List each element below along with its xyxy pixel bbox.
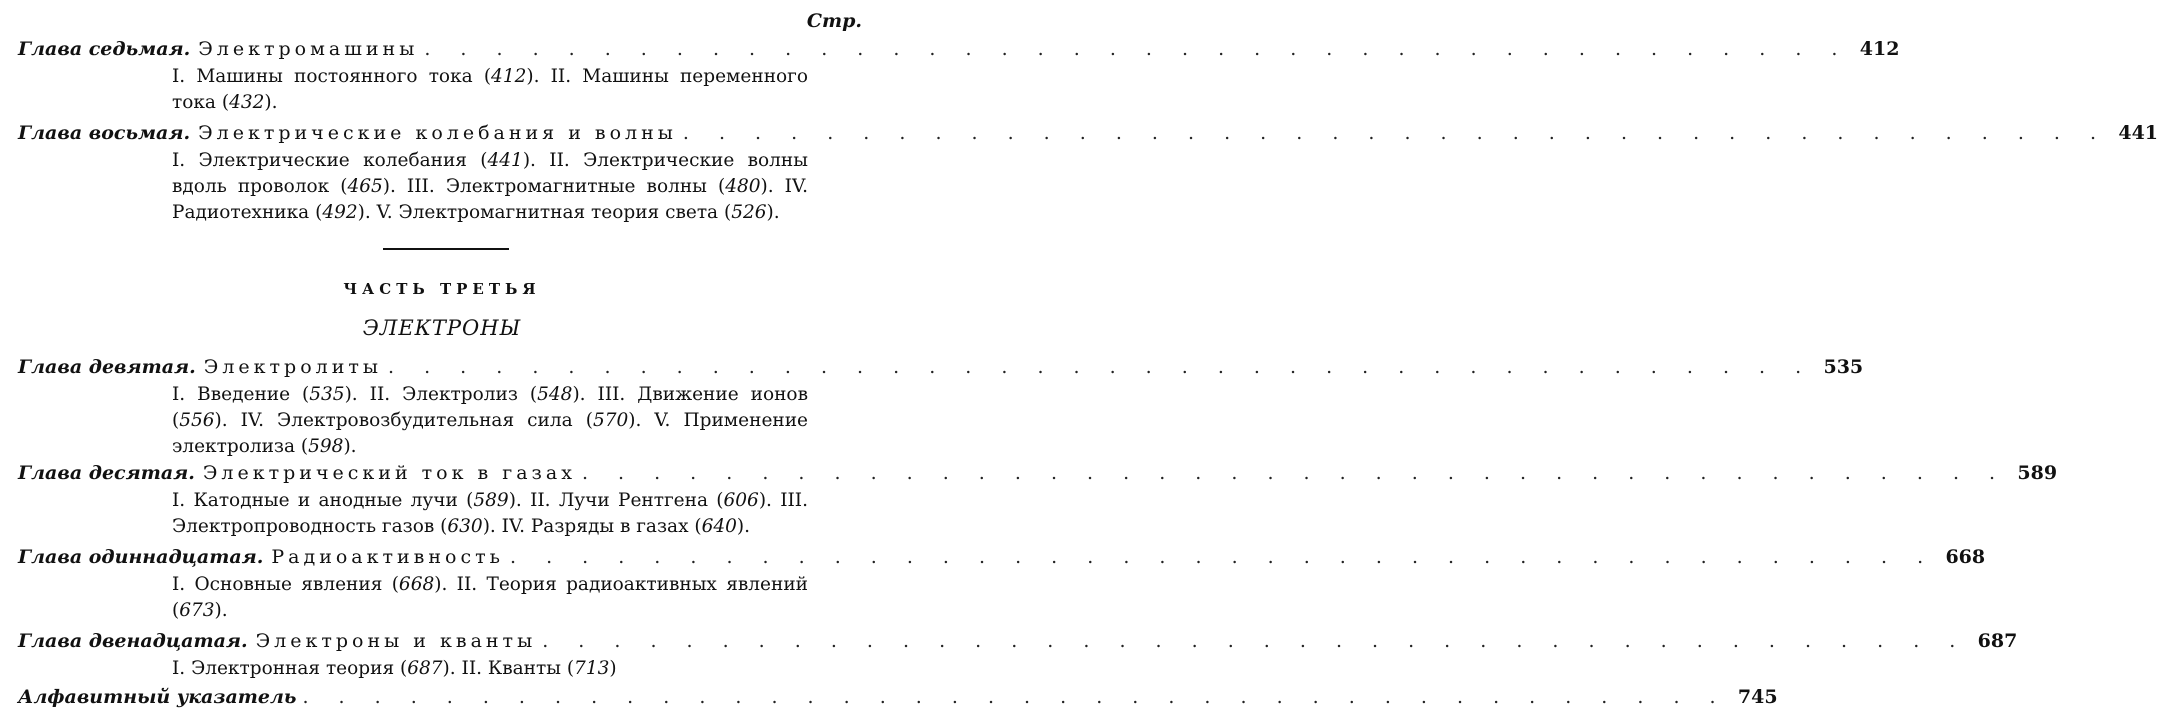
dot-leader: . . . . . . . . . . . . . . . . . . . . . . . . . . . . . . . . . . . . . . . . <box>509 546 1936 568</box>
page-column-label: Стр. <box>806 10 862 32</box>
section-text: ). <box>214 600 228 621</box>
section-divider <box>383 248 509 250</box>
dot-leader: . . . . . . . . . . . . . . . . . . . . . . . . . . . . . . . . . . . . . . . . <box>542 630 1968 652</box>
chapter-sections <box>172 656 808 682</box>
chapter-title: Электролиты <box>203 356 383 378</box>
chapter-number: Глава восьмая. <box>18 122 191 144</box>
section-page-ref: 570 <box>592 410 629 431</box>
dot-leader: . . . . . . . . . . . . . . . . . . . . . . . . . . . . . . . . . . . . . . . . <box>302 686 1728 708</box>
chapter-title: Радиоактивность <box>271 546 504 568</box>
section-page-ref: 548 <box>537 384 573 405</box>
section-page-ref: 556 <box>179 410 215 431</box>
section-text: ). II. Теория радиоактивных явлений ( <box>172 574 808 621</box>
section-text: ). III. Электропроводность газов ( <box>172 490 809 537</box>
section-page-ref: 668 <box>398 574 435 595</box>
chapter-sections <box>172 148 808 226</box>
section-text: ). <box>736 516 751 537</box>
toc-entry-chapter-11 <box>18 546 1986 568</box>
dot-leader: . . . . . . . . . . . . . . . . . . . . . . . . . . . . . . . . . . . . . . . . <box>581 462 2008 484</box>
section-text: I. Основные явления ( <box>172 574 399 595</box>
dot-leader: . . . . . . . . . . . . . . . . . . . . . . . . . . . . . . . . . . . . . . . . <box>388 356 1814 378</box>
chapter-sections <box>172 382 808 460</box>
section-page-ref: 673 <box>179 600 215 621</box>
section-text: I. Введение ( <box>172 384 310 405</box>
page-number: 589 <box>2017 462 2058 484</box>
toc-entry-chapter-7 <box>18 38 1900 60</box>
section-text: ). II. Лучи Рентгена ( <box>508 490 724 511</box>
part-label: ЧАСТЬ ТРЕТЬЯ <box>343 280 541 298</box>
toc-entry-chapter-8 <box>18 122 2158 144</box>
chapter-sections <box>172 572 808 624</box>
section-page-ref: 630 <box>447 516 483 537</box>
section-text: ). <box>343 436 357 457</box>
section-page-ref: 432 <box>229 92 265 113</box>
toc-entry-chapter-10 <box>18 462 2058 484</box>
section-page-ref: 480 <box>725 176 761 197</box>
toc-entry-chapter-9 <box>18 356 1864 378</box>
chapter-title: Электрические колебания и волны <box>198 122 677 144</box>
section-text: ). IV. Разряды в газах ( <box>482 516 702 537</box>
section-page-ref: 465 <box>347 176 383 197</box>
dot-leader: . . . . . . . . . . . . . . . . . . . . . . . . . . . . . . . . . . . . . . . . <box>682 122 2109 144</box>
page-number: 535 <box>1823 356 1864 378</box>
toc-entry-index <box>18 686 1778 708</box>
section-text: ) <box>609 658 617 679</box>
section-text: ). <box>264 92 278 113</box>
section-page-ref: 606 <box>723 490 759 511</box>
section-text: ). V. Электромагнитная теория света ( <box>357 202 732 223</box>
chapter-title: Электроны и кванты <box>255 630 537 652</box>
page-number: 412 <box>1859 38 1900 60</box>
part-title: ЭЛЕКТРОНЫ <box>362 316 522 340</box>
section-text: ). II. Электролиз ( <box>344 384 538 405</box>
chapter-number: Глава седьмая. <box>18 38 191 60</box>
chapter-number: Глава одиннадцатая. <box>18 546 264 568</box>
section-text: I. Электронная теория ( <box>172 658 408 679</box>
page-number: 668 <box>1945 546 1986 568</box>
section-text: I. Машины постоянного тока ( <box>172 66 492 87</box>
chapter-number: Глава двенадцатая. <box>18 630 248 652</box>
section-text: ). <box>766 202 780 223</box>
dot-leader: . . . . . . . . . . . . . . . . . . . . . . . . . . . . . . . . . . . . . . . . <box>424 38 1850 60</box>
section-text: ). IV. Электровозбудительная сила ( <box>214 410 593 431</box>
section-page-ref: 441 <box>487 150 523 171</box>
section-page-ref: 589 <box>473 490 509 511</box>
chapter-number: Глава девятая. <box>18 356 196 378</box>
chapter-title: Электромашины <box>198 38 419 60</box>
section-page-ref: 535 <box>309 384 345 405</box>
section-page-ref: 640 <box>701 516 737 537</box>
chapter-title: Электрический ток в газах <box>202 462 576 484</box>
section-page-ref: 526 <box>731 202 767 223</box>
section-text: ). II. Электрические волны вдоль проволок ( <box>172 150 808 197</box>
chapter-sections <box>172 64 808 116</box>
section-text: ). V. Применение электролиза ( <box>172 410 809 457</box>
chapter-number: Глава десятая. <box>18 462 195 484</box>
section-text: I. Электрические колебания ( <box>172 150 488 171</box>
section-text: ). III. Электромагнитные волны ( <box>382 176 726 197</box>
section-text: ). II. Кванты ( <box>442 658 575 679</box>
chapter-sections <box>172 488 808 540</box>
page-number: 441 <box>2118 122 2158 144</box>
section-page-ref: 713 <box>574 658 610 679</box>
section-text: ). III. Движение ионов ( <box>172 384 808 431</box>
section-page-ref: 598 <box>308 436 344 457</box>
section-page-ref: 687 <box>407 658 443 679</box>
page-number: 745 <box>1737 686 1778 708</box>
section-text: ). IV. Радиотехника ( <box>172 176 808 223</box>
page-number: 687 <box>1977 630 2018 652</box>
section-text: I. Катодные и анодные лучи ( <box>172 490 474 511</box>
section-text: ). II. Машины переменного тока ( <box>172 66 808 113</box>
index-label: Алфавитный указатель <box>18 686 297 708</box>
section-page-ref: 492 <box>322 202 358 223</box>
toc-entry-chapter-12 <box>18 630 2018 652</box>
section-page-ref: 412 <box>491 66 527 87</box>
